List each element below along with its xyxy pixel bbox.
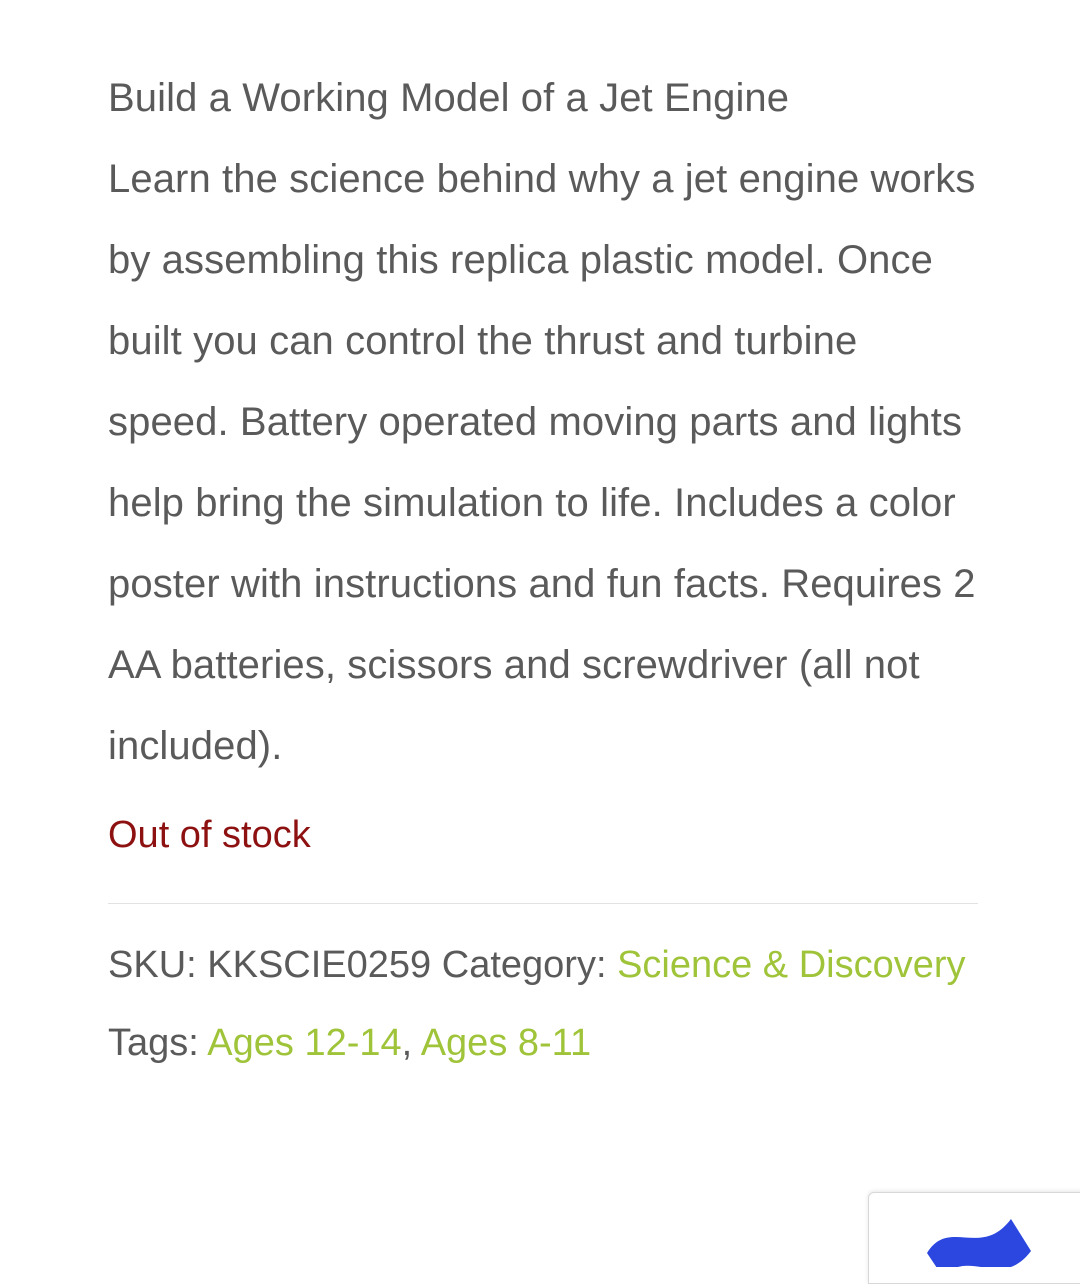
floating-widget[interactable] <box>868 1192 1080 1284</box>
product-description-block <box>108 58 980 787</box>
category-link-science-and-discovery[interactable]: Science & Discovery <box>617 944 966 986</box>
tag-link-ages-12-14[interactable]: Ages 12-14 <box>207 1022 402 1064</box>
category-label: Category: <box>441 944 607 986</box>
meta-divider <box>108 903 978 904</box>
product-description-text: Learn the science behind why a jet engine works by assembling this replica plastic model. Once built you can control the thrust and turbine speed. Battery operated moving parts and lights help bring the simulation to life. Includes a color poster with instructions and fun facts. Requires 2 AA batteries, scissors and screwdriver (all not included). <box>108 157 976 768</box>
product-details <box>108 58 980 1082</box>
tags-separator: , <box>401 1022 413 1064</box>
blue-flag-icon <box>919 1207 1039 1267</box>
sku-value: KKSCIE0259 <box>207 944 432 986</box>
product-meta <box>108 926 980 1082</box>
product-title: Build a Working Model of a Jet Engine <box>108 76 790 120</box>
sku-label: SKU: <box>108 944 197 986</box>
tags-label: Tags: <box>108 1022 199 1064</box>
tag-link-ages-8-11[interactable]: Ages 8-11 <box>420 1022 592 1064</box>
stock-status-badge: Out of stock <box>108 814 311 856</box>
